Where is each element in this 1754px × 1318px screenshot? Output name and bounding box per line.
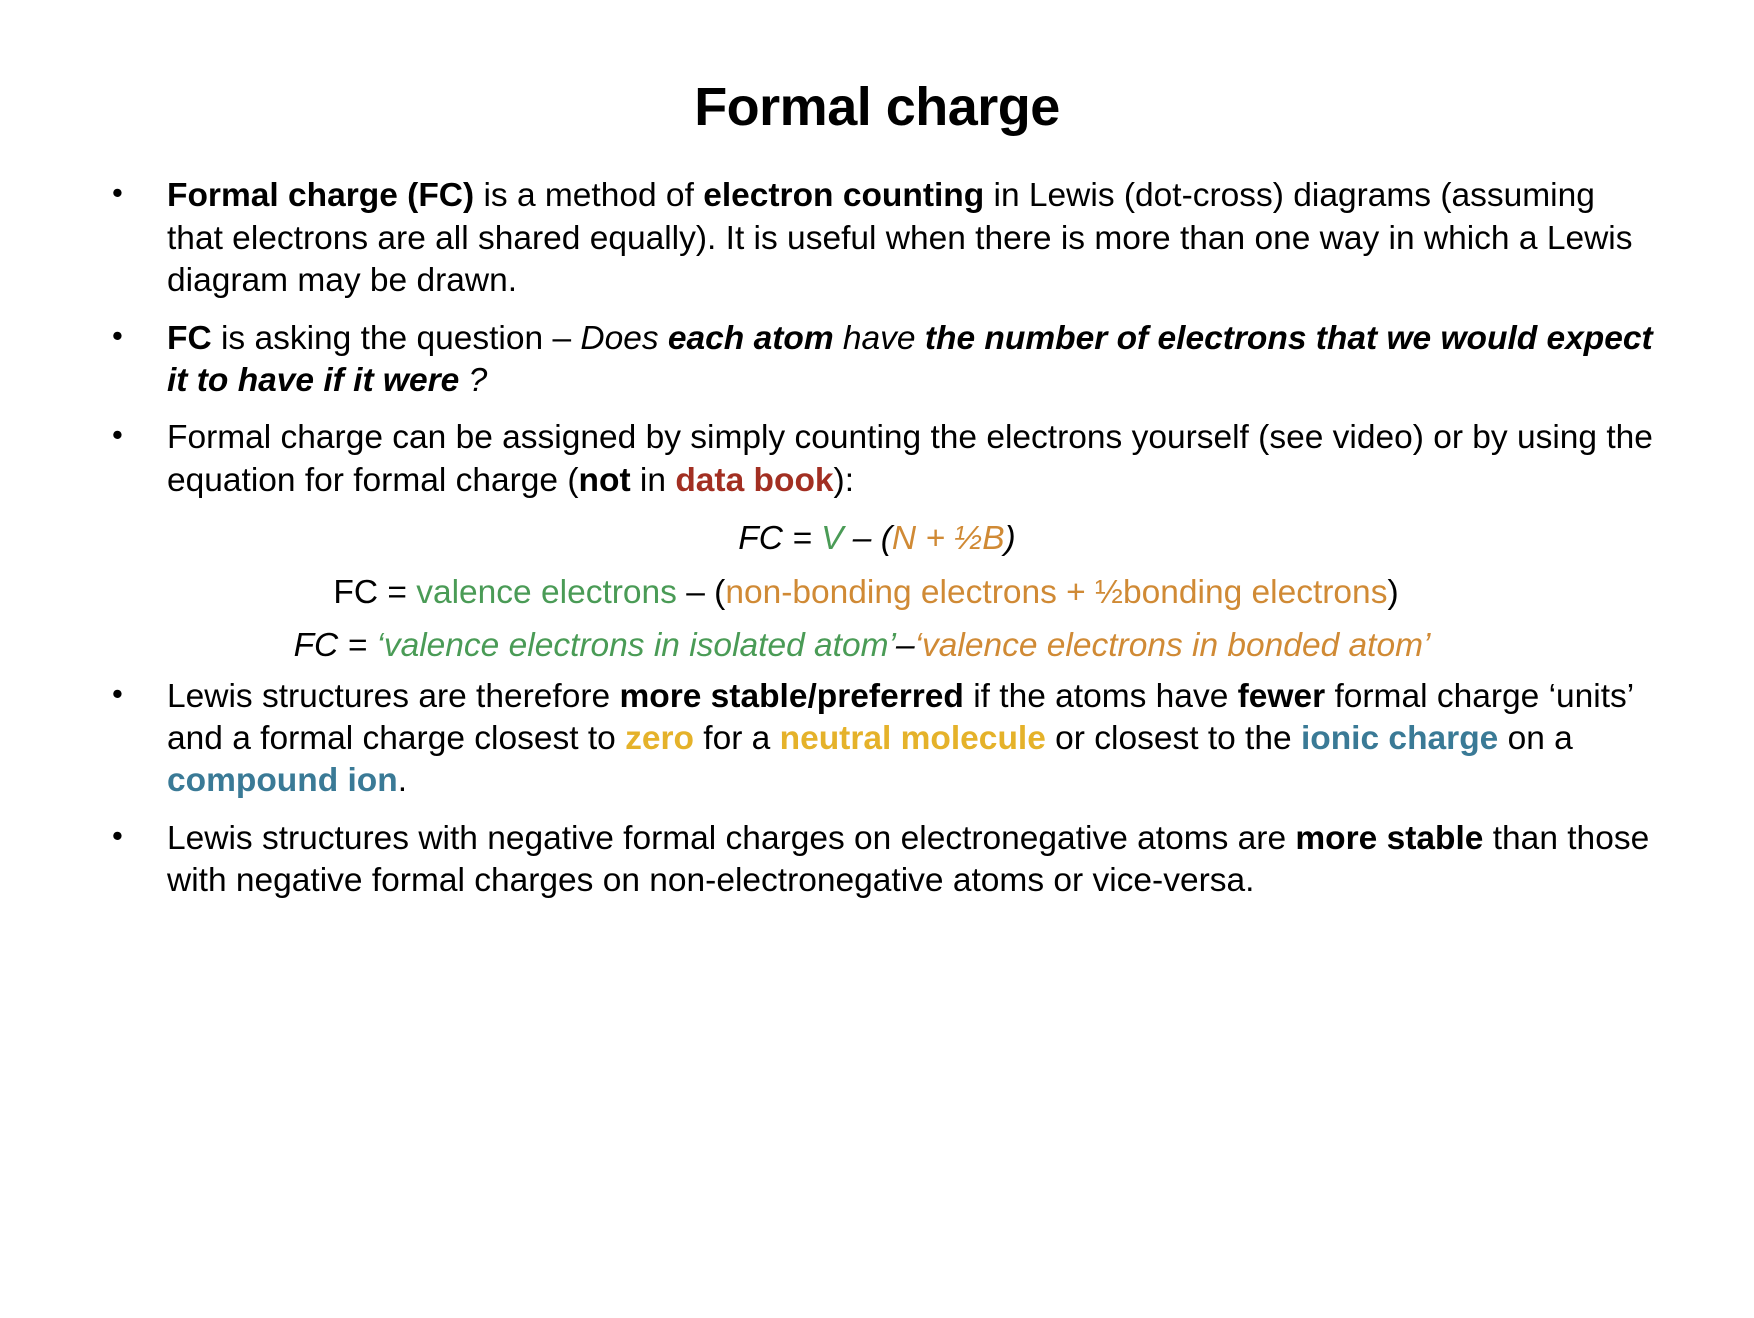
equation-symbolic-middle: – (	[843, 520, 892, 558]
bullet-question-seg-1: is asking the question –	[211, 319, 581, 357]
equation-phrased-dash: –	[895, 627, 915, 665]
equation-phrased-prefix: FC =	[293, 627, 377, 665]
bullet-definition-seg-1: is a method of	[474, 177, 704, 215]
bullet-stability-seg-11: compound ion	[167, 762, 398, 800]
bullet-definition	[95, 175, 1659, 302]
slide-body	[0, 137, 1754, 902]
bullet-stability-seg-2: if the atoms have	[963, 677, 1238, 715]
bullet-list-bottom	[95, 676, 1659, 903]
bullet-assigning-seg-2: in	[630, 461, 676, 499]
equation-worded-prefix: FC =	[333, 573, 417, 611]
page-title: Formal charge	[694, 77, 1060, 137]
equation-phrased	[95, 624, 1659, 668]
equation-symbolic-valence: V	[821, 520, 844, 558]
bullet-stability-seg-0: Lewis structures are therefore	[167, 677, 620, 715]
bullet-question-seg-7: ?	[468, 361, 488, 399]
bullet-question	[95, 318, 1659, 403]
equation-symbolic-suffix: )	[1004, 520, 1016, 558]
bullet-stability-seg-4: formal charge ‘units’ and a formal charge closest to	[167, 677, 1633, 758]
equation-worded-valence: valence electrons	[416, 573, 677, 611]
bullet-stability-seg-1: more stable/preferred	[619, 677, 964, 715]
equation-worded-suffix: )	[1387, 573, 1399, 611]
bullet-stability-seg-10: on a	[1498, 720, 1573, 758]
bullet-definition-seg-2: electron counting	[703, 177, 985, 215]
bullet-electronegative-seg-0: Lewis structures with negative formal charges on electronegative atoms are	[167, 819, 1296, 857]
bullet-assigning-seg-4: ):	[833, 461, 855, 499]
equation-symbolic-nonbonding-bonding: N + ½B	[891, 520, 1005, 558]
bullet-definition-seg-0: Formal charge (FC)	[167, 177, 475, 215]
bullet-stability-seg-5: zero	[625, 720, 694, 758]
bullet-stability-seg-12: .	[397, 762, 408, 800]
bullet-stability-seg-3: fewer	[1237, 677, 1326, 715]
bullet-list-top	[95, 175, 1659, 502]
bullet-electronegative	[95, 818, 1659, 903]
bullet-question-seg-4: have	[833, 319, 925, 357]
equation-worded-nonbonding-bonding: non-bonding electrons + ½bonding electrons	[725, 573, 1388, 611]
bullet-stability-seg-7: neutral molecule	[779, 720, 1046, 758]
bullet-question-seg-3: each atom	[667, 319, 834, 357]
equation-phrased-bonded: ‘valence electrons in bonded atom’	[914, 627, 1431, 665]
equation-worded	[95, 571, 1659, 615]
equation-worded-middle: – (	[676, 573, 726, 611]
bullet-stability-seg-8: or closest to the	[1045, 720, 1301, 758]
equation-symbolic-prefix: FC =	[738, 520, 822, 558]
equation-phrased-isolated: ‘valence electrons in isolated atom’	[376, 627, 896, 665]
bullet-electronegative-seg-1: more stable	[1295, 819, 1484, 857]
bullet-stability	[95, 676, 1659, 803]
bullet-stability-seg-6: for a	[693, 720, 780, 758]
bullet-question-seg-2: Does	[580, 319, 668, 357]
bullet-electronegative-seg-2: than those with negative formal charges on non-electronegative atoms or vice-versa.	[167, 819, 1650, 900]
bullet-question-seg-5: the number of electrons that we would expect it to have if it were	[167, 319, 1653, 399]
bullet-assigning-seg-0: Formal charge can be assigned by simply counting the electrons yourself (see video) or by using the equation for formal charge (	[167, 419, 1653, 499]
bullet-stability-seg-9: ionic charge	[1300, 720, 1499, 758]
bullet-question-seg-0: FC	[167, 319, 212, 357]
bullet-assigning-seg-1: not	[578, 461, 631, 499]
bullet-assigning-seg-3: data book	[675, 461, 834, 499]
bullet-definition-seg-3: in Lewis (dot-cross) diagrams (assuming that electrons are all shared equally). It is useful when there is more than one way in which a Lewis diagram may be drawn.	[167, 177, 1633, 300]
equation-symbolic	[95, 517, 1659, 561]
bullet-assigning	[95, 417, 1659, 502]
